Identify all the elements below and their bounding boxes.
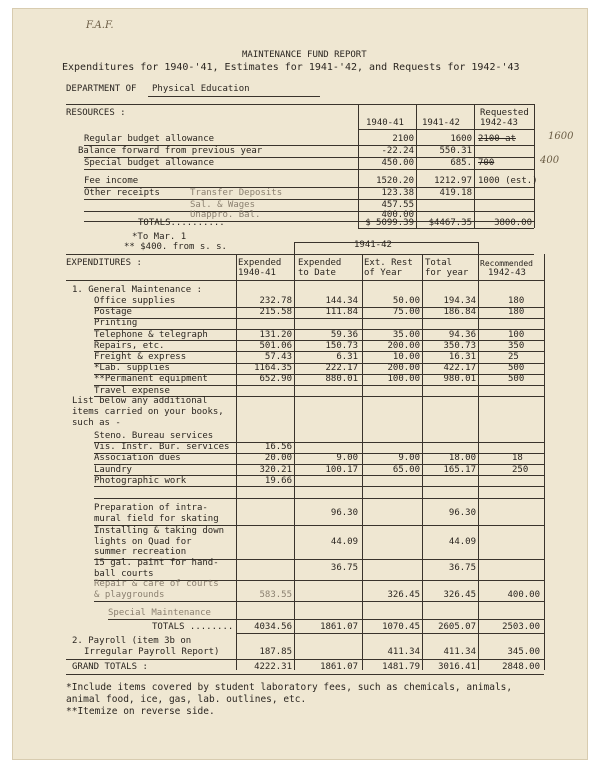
typed-item-line: Preparation of intra- xyxy=(94,503,208,513)
exp-header-c4-bottom: for year xyxy=(425,268,469,278)
resource-value-1940-41: 123.38 xyxy=(381,188,414,198)
expenditure-c4: 16.31 xyxy=(448,352,476,362)
additional-item-c3: 65.00 xyxy=(392,464,420,475)
expenditure-c4: 350.73 xyxy=(443,340,476,351)
payroll-c3: 411.34 xyxy=(387,647,420,657)
exp-header-c4-top: Total xyxy=(425,258,453,268)
expenditure-c3: 10.00 xyxy=(392,352,420,362)
report-sheet xyxy=(12,8,588,760)
typed-item-c1: 583.55 xyxy=(259,589,292,600)
resource-value-1941-42: 1212.97 xyxy=(434,176,472,186)
exp-header-c5-bottom: 1942-43 xyxy=(488,268,526,278)
expenditure-c1: 652.90 xyxy=(259,374,292,385)
exp-header-c2-bottom: to Date xyxy=(298,268,336,278)
payroll-c5: 345.00 xyxy=(507,647,540,657)
resource-sublabel: Unappro. Bal. xyxy=(190,210,261,220)
expenditure-c2: 150.73 xyxy=(325,340,358,351)
payroll-rule xyxy=(66,659,544,660)
blank-row-rule xyxy=(94,498,544,499)
expenditure-c1: 232.78 xyxy=(259,296,292,306)
additional-item-c2: 9.00 xyxy=(336,453,358,464)
additional-item-c3: 9.00 xyxy=(398,453,420,464)
expenditure-c5: 180 xyxy=(508,307,525,318)
expenditure-label: Office supplies xyxy=(94,296,176,306)
expenditure-label: Repairs, etc. xyxy=(94,340,165,351)
expenditure-c3: 200.00 xyxy=(387,340,420,351)
expenditure-c3: 35.00 xyxy=(392,329,420,340)
expenditure-c1: 501.06 xyxy=(259,340,292,351)
additional-item-c1: 20.00 xyxy=(264,453,292,464)
department-value: Physical Education xyxy=(152,84,250,94)
exp-header-c1-bottom: 1940-41 xyxy=(238,268,276,278)
expenditure-label: Travel expense xyxy=(94,385,170,396)
additional-items-text-3: such as - xyxy=(72,418,121,428)
resources-total-1941-42: $4467.35 xyxy=(428,218,472,228)
additional-item-label: Photographic work xyxy=(94,475,187,486)
exp-total-c2: 1861.07 xyxy=(320,622,358,632)
department-label: DEPARTMENT OF xyxy=(66,84,137,94)
grand-total-c1: 4222.31 xyxy=(254,662,292,672)
footnote-3: **Itemize on reverse side. xyxy=(66,706,215,717)
expenditure-totals-label: TOTALS ........ xyxy=(152,622,234,632)
grand-total-c3: 1481.79 xyxy=(382,662,420,672)
res-header-1942-43: 1942-43 xyxy=(480,118,518,128)
typed-item-line: Repair & care of courts xyxy=(94,579,219,589)
additional-item-c5: 250 xyxy=(512,464,529,475)
expenditure-row-rule xyxy=(94,318,544,319)
exp-totals-rule xyxy=(236,633,544,634)
typed-item-c4: 96.30 xyxy=(448,508,476,519)
report-title: MAINTENANCE FUND REPORT xyxy=(242,50,367,60)
resource-value-1940-41: 400.00 xyxy=(381,210,414,220)
payroll-c4: 411.34 xyxy=(443,647,476,657)
resource-handwritten-note: 400 xyxy=(540,155,560,166)
resource-value-1941-42: 419.18 xyxy=(439,188,472,198)
expenditure-c3: 200.00 xyxy=(387,363,420,374)
resource-label: Fee income xyxy=(84,176,139,186)
payroll-label-2: Irregular Payroll Report) xyxy=(84,647,220,657)
expenditure-c1: 1164.35 xyxy=(254,363,292,374)
resources-top-rule xyxy=(66,104,534,105)
exp-total-c3: 1070.45 xyxy=(382,622,420,632)
expenditure-c4: 422.17 xyxy=(443,363,476,374)
additional-item-c1: 19.66 xyxy=(264,475,292,486)
exp-header-c3-bottom: of Year xyxy=(364,268,402,278)
exp-total-c4: 2605.07 xyxy=(438,622,476,632)
corner-handwritten-mark: F.A.F. xyxy=(86,20,114,31)
additional-item-c4: 165.17 xyxy=(443,464,476,475)
footnote-2: animal food, ice, gas, lab. outlines, etc. xyxy=(66,694,307,705)
expenditure-c4: 980.01 xyxy=(443,374,476,385)
resource-row-rule xyxy=(84,169,534,170)
additional-item-rule xyxy=(94,486,544,487)
resources-total-1940-41: $ 5099.39 xyxy=(365,218,414,228)
expenditure-label: Telephone & telegraph xyxy=(94,329,208,340)
resources-label: RESOURCES : xyxy=(66,108,126,118)
additional-item-c1: 320.21 xyxy=(259,464,292,475)
expenditure-c4: 94.36 xyxy=(448,329,476,340)
resource-label: Regular budget allowance xyxy=(84,134,215,144)
typed-item-rule xyxy=(94,601,544,602)
exp-col-divider-6 xyxy=(544,254,545,670)
expenditure-label: **Permanent equipment xyxy=(94,374,208,385)
typed-item-line: mural field for skating xyxy=(94,513,219,524)
additional-item-label: Steno. Bureau services xyxy=(94,431,214,441)
report-subtitle: Expenditures for 1940-'41, Estimates for 1941-'42, and Requests for 1942-'43 xyxy=(62,62,520,73)
expenditure-c5: 25 xyxy=(508,352,519,362)
resource-value-1942-43: 700 xyxy=(478,158,495,168)
special-maintenance-rule xyxy=(108,619,544,620)
resource-label: Special budget allowance xyxy=(84,158,215,168)
resource-value-1942-43: 2100 at xyxy=(478,134,516,144)
exp-total-c5: 2503.00 xyxy=(502,622,540,632)
additional-item-c4: 18.00 xyxy=(448,453,476,464)
resource-value-1942-43: 1000 (est.) xyxy=(478,176,538,186)
expenditures-label: EXPENDITURES : xyxy=(66,258,142,268)
exp-group-bracket xyxy=(294,242,478,243)
typed-item-line: & playgrounds xyxy=(94,589,165,600)
expenditure-c5: 180 xyxy=(508,296,525,306)
resource-value-1940-41: 2100 xyxy=(392,134,414,144)
expenditure-c2: 880.01 xyxy=(325,374,358,385)
resource-value-1940-41: 457.55 xyxy=(381,200,414,210)
typed-item-c4: 326.45 xyxy=(443,589,476,600)
grand-total-c5: 2848.00 xyxy=(502,662,540,672)
general-maintenance-label: 1. General Maintenance : xyxy=(72,285,203,295)
resource-value-1941-42: 1600 xyxy=(450,134,472,144)
expenditure-c1: 57.43 xyxy=(264,352,292,362)
resource-handwritten-note: 1600 xyxy=(548,131,574,142)
expenditure-c2: 111.84 xyxy=(325,307,358,318)
expenditure-c2: 59.36 xyxy=(330,329,358,340)
expenditure-c2: 6.31 xyxy=(336,352,358,362)
expenditure-c2: 222.17 xyxy=(325,363,358,374)
expenditure-c4: 186.84 xyxy=(443,307,476,318)
typed-item-line: lights on Quad for xyxy=(94,536,192,547)
grand-total-c4: 3016.41 xyxy=(438,662,476,672)
resources-bottom-rule xyxy=(358,228,534,229)
resources-footnote-2: ** $400. from s. s. xyxy=(124,242,227,252)
typed-item-line: 15 gal. paint for hand- xyxy=(94,558,219,568)
resources-totals-label: TOTALS.......... xyxy=(138,218,225,228)
exp-header-c5-top: Recommended xyxy=(480,259,533,268)
resource-value-1940-41: 1520.20 xyxy=(376,176,414,186)
expenditure-c1: 131.20 xyxy=(259,329,292,340)
res-header-1940-41: 1940-41 xyxy=(366,118,404,128)
expenditure-label: Printing xyxy=(94,318,138,329)
expenditure-c2: 144.34 xyxy=(325,296,358,306)
resource-value-1940-41: -22.24 xyxy=(381,146,414,156)
expenditures-top-rule xyxy=(66,254,534,255)
footnote-1: *Include items covered by student laboratory fees, such as chemicals, animals, xyxy=(66,682,513,693)
department-underline xyxy=(148,96,320,97)
additional-item-c2: 100.17 xyxy=(325,464,358,475)
typed-item-c4: 36.75 xyxy=(448,563,476,574)
typed-item-c4: 44.09 xyxy=(448,536,476,547)
additional-item-c1: 16.56 xyxy=(264,442,292,453)
res-header-requested: Requested xyxy=(480,108,529,118)
expenditure-c5: 350 xyxy=(508,340,525,351)
expenditure-c5: 100 xyxy=(508,329,525,340)
expenditure-c5: 500 xyxy=(508,363,525,374)
expenditure-label: *Lab. supplies xyxy=(94,363,170,374)
res-col-divider-4 xyxy=(534,104,535,228)
grand-total-c2: 1861.07 xyxy=(320,662,358,672)
additional-items-text-2: items carried on your books, xyxy=(72,407,224,417)
resource-label: Other receipts xyxy=(84,188,160,198)
resource-sublabel: Sal. & Wages xyxy=(190,200,256,210)
expenditure-label: Freight & express xyxy=(94,352,187,362)
payroll-label-1: 2. Payroll (item 3b on xyxy=(72,636,192,646)
resource-value-1941-42: 550.31 xyxy=(439,146,472,156)
expenditure-c3: 75.00 xyxy=(392,307,420,318)
exp-header-rule xyxy=(66,280,544,281)
typed-item-line: ball courts xyxy=(94,568,154,579)
expenditure-label: Postage xyxy=(94,307,132,318)
additional-item-c5: 18 xyxy=(512,453,523,464)
typed-item-c2: 44.09 xyxy=(330,536,358,547)
additional-items-text-1: List below any additional xyxy=(72,396,208,406)
additional-item-label: Laundry xyxy=(94,464,132,475)
resource-label: Balance forward from previous year xyxy=(78,146,263,156)
res-header-1941-42: 1941-42 xyxy=(422,118,460,128)
resource-row-rule xyxy=(84,199,534,200)
res-col-divider-3 xyxy=(474,104,475,228)
typed-item-line: Installing & taking down xyxy=(94,526,225,536)
typed-item-c3: 326.45 xyxy=(387,589,420,600)
expenditure-c5: 500 xyxy=(508,374,525,385)
resource-value-1940-41: 450.00 xyxy=(381,158,414,168)
special-maintenance-label: Special Maintenance xyxy=(108,608,211,618)
res-header-rule xyxy=(358,129,534,130)
typed-item-c2: 36.75 xyxy=(330,563,358,574)
resources-total-1942-43: 3800.00 xyxy=(494,218,532,228)
resource-row-rule xyxy=(84,211,534,212)
exp-header-c3-top: Ext. Rest xyxy=(364,258,413,268)
typed-item-line: summer recreation xyxy=(94,547,187,557)
additional-item-label: Association dues xyxy=(94,453,181,464)
resource-sublabel: Transfer Deposits xyxy=(190,188,283,198)
grand-totals-rule xyxy=(66,674,544,675)
additional-item-label: Vis. Instr. Bur. services xyxy=(94,442,230,453)
expenditure-c4: 194.34 xyxy=(443,296,476,306)
exp-group-header-1941-42: 1941-42 xyxy=(354,240,392,250)
expenditure-c3: 100.00 xyxy=(387,374,420,385)
typed-item-c5: 400.00 xyxy=(507,589,540,600)
resource-value-1941-42: 685. xyxy=(450,158,472,168)
exp-total-c1: 4034.56 xyxy=(254,622,292,632)
typed-item-c2: 96.30 xyxy=(330,508,358,519)
expenditure-c1: 215.58 xyxy=(259,307,292,318)
payroll-c1: 187.85 xyxy=(259,647,292,657)
grand-totals-label: GRAND TOTALS : xyxy=(72,662,148,672)
exp-header-c2-top: Expended xyxy=(298,258,342,268)
exp-header-c1-top: Expended xyxy=(238,258,282,268)
resources-footnote-1: *To Mar. 1 xyxy=(132,232,187,242)
expenditure-c3: 50.00 xyxy=(392,296,420,306)
